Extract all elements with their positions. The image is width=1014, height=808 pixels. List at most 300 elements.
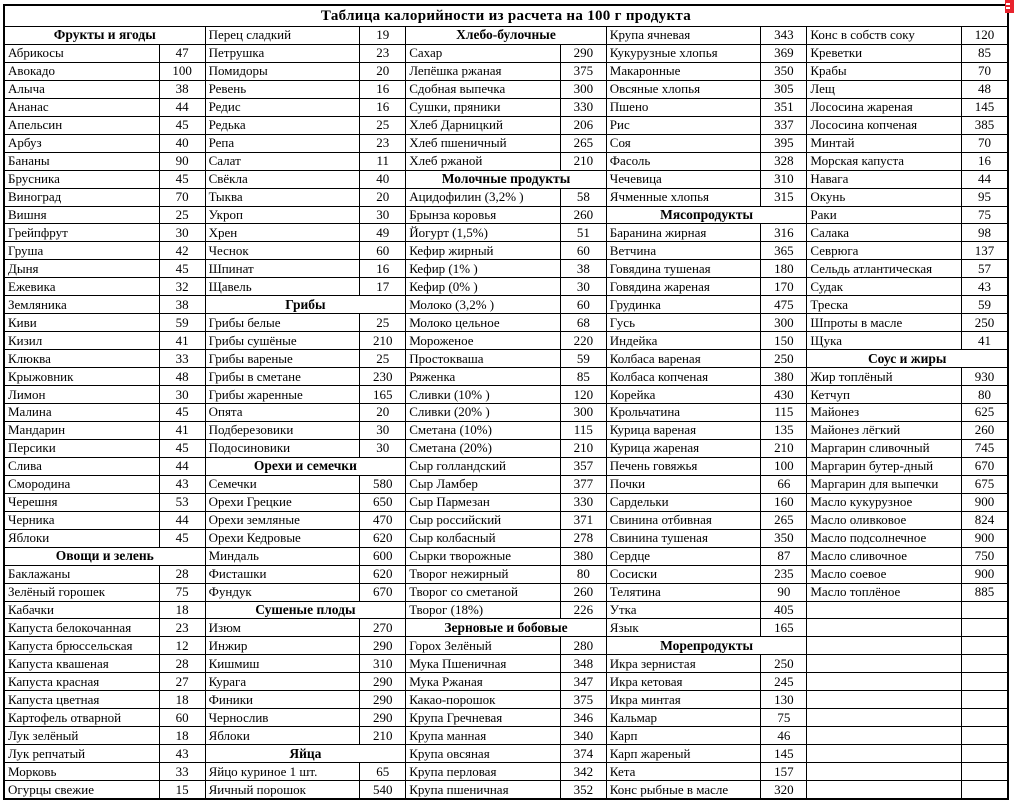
food-name: Молоко цельное bbox=[406, 314, 561, 331]
food-name: Крыжовник bbox=[5, 368, 160, 385]
food-row bbox=[5, 637, 205, 655]
food-name: Персики bbox=[5, 440, 160, 457]
food-row bbox=[5, 135, 205, 153]
food-name: Творог нежирный bbox=[406, 566, 561, 583]
food-kcal: 320 bbox=[774, 781, 794, 797]
food-kcal: 347 bbox=[573, 673, 594, 689]
food-kcal: 70 bbox=[978, 135, 991, 151]
food-row bbox=[607, 27, 807, 45]
food-row bbox=[206, 566, 406, 584]
food-kcal: 145 bbox=[774, 745, 794, 761]
food-kcal: 66 bbox=[777, 476, 791, 492]
food-row bbox=[807, 135, 1007, 153]
food-name: Творог (18%) bbox=[406, 602, 561, 619]
food-name: Баранина жирная bbox=[607, 224, 762, 241]
food-name: Майонез bbox=[807, 404, 962, 421]
food-name: Инжир bbox=[206, 637, 361, 654]
food-row bbox=[206, 619, 406, 637]
food-kcal: 380 bbox=[774, 368, 794, 384]
food-kcal: 60 bbox=[175, 709, 189, 725]
food-name: Мука Пшеничная bbox=[406, 655, 561, 672]
food-name bbox=[807, 619, 962, 636]
food-row bbox=[807, 153, 1007, 171]
food-row bbox=[5, 655, 205, 673]
food-name: Морковь bbox=[5, 763, 160, 780]
food-row bbox=[807, 386, 1007, 404]
empty-row bbox=[807, 691, 1007, 709]
food-name: Простокваша bbox=[406, 350, 561, 367]
food-kcal: 38 bbox=[175, 81, 189, 97]
food-name: Кабачки bbox=[5, 602, 160, 619]
food-name bbox=[807, 655, 962, 672]
food-name: Сосиски bbox=[607, 566, 762, 583]
food-row bbox=[5, 242, 205, 260]
section-label: Орехи и семечки bbox=[253, 458, 357, 474]
food-name: Брынза коровья bbox=[406, 207, 561, 224]
food-kcal: 145 bbox=[974, 99, 995, 115]
food-kcal: 41 bbox=[175, 422, 189, 438]
food-kcal: 260 bbox=[573, 207, 594, 222]
food-name: Лососина копченая bbox=[807, 117, 962, 134]
food-kcal: 745 bbox=[974, 440, 995, 456]
food-kcal: 157 bbox=[774, 763, 794, 779]
food-row bbox=[406, 350, 606, 368]
food-name: Кальмар bbox=[607, 709, 762, 726]
column-group-5 bbox=[807, 27, 1007, 798]
food-row bbox=[206, 727, 406, 745]
food-kcal: 260 bbox=[573, 584, 594, 600]
food-name: Масло оливковое bbox=[807, 512, 962, 529]
food-row bbox=[206, 207, 406, 225]
food-kcal: 300 bbox=[573, 81, 594, 97]
food-row bbox=[206, 440, 406, 458]
food-kcal: 900 bbox=[974, 566, 995, 582]
food-name: Кефир жирный bbox=[406, 242, 561, 259]
food-kcal: 675 bbox=[974, 476, 995, 492]
food-row bbox=[5, 476, 205, 494]
food-kcal: 45 bbox=[175, 404, 189, 420]
empty-row bbox=[807, 602, 1007, 620]
food-row bbox=[807, 332, 1007, 350]
food-name: Лососина жареная bbox=[807, 99, 962, 116]
food-name: Грибы белые bbox=[206, 314, 361, 331]
food-kcal: 300 bbox=[573, 404, 594, 420]
food-name: Капуста брюссельская bbox=[5, 637, 160, 654]
food-kcal bbox=[962, 781, 1007, 798]
empty-row bbox=[807, 637, 1007, 655]
food-row bbox=[5, 99, 205, 117]
food-kcal bbox=[962, 691, 1007, 708]
food-name: Колбаса вареная bbox=[607, 350, 762, 367]
food-kcal: 25 bbox=[376, 350, 390, 366]
food-kcal: 885 bbox=[974, 584, 995, 600]
food-name: Лук зелёный bbox=[5, 727, 160, 744]
section-header bbox=[206, 458, 406, 476]
food-row bbox=[607, 566, 807, 584]
food-row bbox=[206, 314, 406, 332]
food-name: Ряженка bbox=[406, 368, 561, 385]
food-kcal: 210 bbox=[372, 332, 393, 348]
food-kcal: 20 bbox=[376, 63, 390, 79]
food-name: Курица жареная bbox=[607, 440, 762, 457]
food-kcal: 85 bbox=[576, 368, 590, 384]
food-name: Миндаль bbox=[206, 548, 361, 565]
food-name: Масло кукурузное bbox=[807, 494, 962, 511]
food-name: Курица вареная bbox=[607, 422, 762, 439]
food-row bbox=[406, 207, 606, 225]
food-name: Сыр Пармезан bbox=[406, 494, 561, 511]
food-kcal: 33 bbox=[175, 763, 189, 779]
food-kcal: 250 bbox=[974, 314, 995, 330]
food-name: Чернослив bbox=[206, 709, 361, 726]
food-kcal: 115 bbox=[573, 422, 593, 438]
food-kcal: 85 bbox=[978, 45, 991, 61]
food-row bbox=[607, 99, 807, 117]
food-row bbox=[206, 655, 406, 673]
food-name: Какао-порошок bbox=[406, 691, 561, 708]
food-row bbox=[607, 368, 807, 386]
section-header bbox=[406, 171, 606, 189]
food-name: Подосиновики bbox=[206, 440, 361, 457]
food-name: Земляника bbox=[5, 296, 160, 313]
food-row bbox=[206, 368, 406, 386]
food-row bbox=[607, 242, 807, 260]
food-kcal: 44 bbox=[175, 99, 189, 115]
food-name: Капуста квашеная bbox=[5, 655, 160, 672]
food-row bbox=[406, 45, 606, 63]
food-name: Орехи Кедровые bbox=[206, 530, 361, 547]
food-row bbox=[406, 63, 606, 81]
food-kcal: 28 bbox=[175, 566, 189, 582]
section-label: Зерновые и бобовые bbox=[444, 619, 568, 635]
food-kcal: 60 bbox=[576, 296, 590, 312]
food-name: Бананы bbox=[5, 153, 160, 170]
food-row bbox=[607, 619, 807, 637]
food-row bbox=[807, 117, 1007, 135]
food-name: Черника bbox=[5, 512, 160, 529]
food-name: Финики bbox=[206, 691, 361, 708]
food-kcal: 620 bbox=[372, 530, 393, 546]
food-name: Яичный порошок bbox=[206, 781, 361, 798]
empty-row bbox=[807, 745, 1007, 763]
food-kcal: 280 bbox=[573, 637, 594, 653]
food-name: Маргарин сливочный bbox=[807, 440, 962, 457]
food-row bbox=[807, 207, 1007, 225]
food-kcal: 44 bbox=[175, 512, 189, 528]
food-name: Помидоры bbox=[206, 63, 361, 80]
food-kcal: 30 bbox=[376, 440, 390, 456]
food-name bbox=[807, 709, 962, 726]
food-row bbox=[406, 637, 606, 655]
food-name: Баклажаны bbox=[5, 566, 160, 583]
food-row bbox=[607, 45, 807, 63]
food-row bbox=[206, 512, 406, 530]
food-kcal: 290 bbox=[372, 673, 393, 689]
food-name: Горох Зелёный bbox=[406, 637, 561, 654]
food-name: Хлеб пшеничный bbox=[406, 135, 561, 152]
food-name: Грибы сушёные bbox=[206, 332, 361, 349]
food-kcal: 75 bbox=[777, 709, 791, 725]
food-kcal: 100 bbox=[774, 458, 794, 474]
food-kcal: 670 bbox=[372, 584, 393, 600]
food-row bbox=[607, 512, 807, 530]
food-kcal: 210 bbox=[573, 440, 594, 456]
food-kcal: 90 bbox=[175, 153, 189, 169]
food-kcal: 135 bbox=[774, 422, 794, 438]
food-name: Язык bbox=[607, 619, 762, 636]
food-name: Овсяные хлопья bbox=[607, 81, 762, 98]
food-name: Слива bbox=[5, 458, 160, 475]
food-row bbox=[5, 422, 205, 440]
food-name: Сливки (10% ) bbox=[406, 386, 561, 403]
food-row bbox=[406, 386, 606, 404]
food-row bbox=[607, 296, 807, 314]
food-name: Масло сливочное bbox=[807, 548, 962, 565]
food-row bbox=[607, 584, 807, 602]
food-name: Редька bbox=[206, 117, 361, 134]
food-kcal: 371 bbox=[573, 512, 594, 528]
food-kcal: 25 bbox=[175, 207, 189, 222]
food-row bbox=[607, 224, 807, 242]
food-kcal: 377 bbox=[573, 476, 594, 492]
section-header bbox=[206, 296, 406, 314]
food-name: Грибы в сметане bbox=[206, 368, 361, 385]
food-name: Икра кетовая bbox=[607, 673, 762, 690]
section-label: Грибы bbox=[285, 296, 326, 312]
food-name: Алыча bbox=[5, 81, 160, 98]
food-name: Мандарин bbox=[5, 422, 160, 439]
empty-row bbox=[807, 673, 1007, 691]
food-row bbox=[807, 530, 1007, 548]
food-kcal: 374 bbox=[573, 745, 594, 761]
food-row bbox=[206, 171, 406, 189]
food-kcal: 385 bbox=[974, 117, 995, 133]
food-name: Капуста цветная bbox=[5, 691, 160, 708]
food-kcal: 80 bbox=[978, 386, 991, 402]
food-kcal: 46 bbox=[777, 727, 791, 743]
food-row bbox=[406, 224, 606, 242]
food-kcal: 48 bbox=[175, 368, 189, 384]
food-kcal: 350 bbox=[774, 530, 794, 546]
food-name: Сыр Ламбер bbox=[406, 476, 561, 493]
section-header bbox=[607, 207, 807, 225]
food-name: Корейка bbox=[607, 386, 762, 403]
food-row bbox=[607, 727, 807, 745]
food-name bbox=[807, 763, 962, 780]
food-kcal: 260 bbox=[974, 422, 995, 438]
food-name: Фисташки bbox=[206, 566, 361, 583]
food-kcal: 165 bbox=[372, 386, 393, 402]
food-name: Хлеб ржаной bbox=[406, 153, 561, 170]
food-kcal: 278 bbox=[573, 530, 594, 546]
food-name: Крупа перловая bbox=[406, 763, 561, 780]
food-row bbox=[5, 386, 205, 404]
food-name: Свёкла bbox=[206, 171, 361, 188]
food-name: Изюм bbox=[206, 619, 361, 636]
food-kcal: 824 bbox=[974, 512, 995, 528]
food-row bbox=[807, 584, 1007, 602]
table-body bbox=[5, 27, 1007, 798]
food-name: Крупа Гречневая bbox=[406, 709, 561, 726]
food-row bbox=[5, 171, 205, 189]
food-name: Судак bbox=[807, 278, 962, 295]
food-name bbox=[807, 673, 962, 690]
food-row bbox=[406, 530, 606, 548]
food-kcal: 350 bbox=[774, 63, 794, 79]
food-kcal: 930 bbox=[974, 368, 995, 384]
food-row bbox=[406, 763, 606, 781]
food-name: Йогурт (1,5%) bbox=[406, 224, 561, 241]
food-kcal: 206 bbox=[573, 117, 594, 133]
food-kcal: 650 bbox=[372, 494, 393, 510]
food-kcal: 38 bbox=[576, 260, 590, 276]
food-kcal: 59 bbox=[576, 350, 590, 366]
food-name: Свинина тушеная bbox=[607, 530, 762, 547]
section-label: Овощи и зелень bbox=[55, 548, 154, 564]
food-name: Почки bbox=[607, 476, 762, 493]
food-name: Хрен bbox=[206, 224, 361, 241]
food-row bbox=[206, 530, 406, 548]
food-name: Крупа пшеничная bbox=[406, 781, 561, 798]
food-row bbox=[807, 63, 1007, 81]
food-name: Телятина bbox=[607, 584, 762, 601]
food-name: Молоко (3,2% ) bbox=[406, 296, 561, 313]
food-name: Минтай bbox=[807, 135, 962, 152]
food-name: Морская капуста bbox=[807, 153, 962, 170]
food-kcal: 18 bbox=[175, 691, 189, 707]
food-row bbox=[5, 153, 205, 171]
food-kcal: 346 bbox=[573, 709, 594, 725]
food-kcal: 17 bbox=[376, 278, 390, 294]
food-kcal: 357 bbox=[573, 458, 594, 474]
food-row bbox=[607, 530, 807, 548]
food-name: Сердце bbox=[607, 548, 762, 565]
food-row bbox=[406, 655, 606, 673]
food-name: Брусника bbox=[5, 171, 160, 188]
food-kcal: 180 bbox=[774, 260, 794, 276]
food-kcal: 41 bbox=[978, 332, 991, 348]
food-row bbox=[5, 745, 205, 763]
food-name: Сахар bbox=[406, 45, 561, 62]
food-name: Клюква bbox=[5, 350, 160, 367]
food-name: Кукурузные хлопья bbox=[607, 45, 762, 62]
food-row bbox=[807, 260, 1007, 278]
food-row bbox=[406, 691, 606, 709]
food-name: Вишня bbox=[5, 207, 160, 224]
food-row bbox=[206, 673, 406, 691]
food-kcal: 59 bbox=[978, 296, 991, 312]
food-kcal: 58 bbox=[576, 189, 590, 205]
food-row bbox=[206, 476, 406, 494]
food-name: Творог со сметаной bbox=[406, 584, 561, 601]
food-kcal: 33 bbox=[175, 350, 189, 366]
food-kcal bbox=[962, 637, 1007, 654]
food-row bbox=[607, 691, 807, 709]
section-label: Сушеные плоды bbox=[255, 601, 356, 617]
food-name: Кизил bbox=[5, 332, 160, 349]
section-header bbox=[607, 637, 807, 655]
food-name: Редис bbox=[206, 99, 361, 116]
food-row bbox=[607, 81, 807, 99]
column-group-2 bbox=[206, 27, 407, 798]
food-row bbox=[206, 709, 406, 727]
food-kcal: 330 bbox=[573, 99, 594, 115]
food-row bbox=[5, 224, 205, 242]
food-name: Индейка bbox=[607, 332, 762, 349]
food-kcal: 45 bbox=[175, 440, 189, 456]
food-name: Гусь bbox=[607, 314, 762, 331]
food-kcal: 95 bbox=[978, 189, 991, 205]
food-kcal bbox=[962, 602, 1007, 619]
food-name: Капуста красная bbox=[5, 673, 160, 690]
food-row bbox=[206, 117, 406, 135]
food-row bbox=[206, 242, 406, 260]
food-row bbox=[607, 781, 807, 798]
food-kcal: 265 bbox=[573, 135, 594, 151]
food-row bbox=[5, 727, 205, 745]
food-kcal: 27 bbox=[175, 673, 189, 689]
food-row bbox=[5, 566, 205, 584]
food-name: Шпроты в масле bbox=[807, 314, 962, 331]
food-row bbox=[5, 260, 205, 278]
column-group-1 bbox=[5, 27, 206, 798]
food-row bbox=[406, 512, 606, 530]
food-name: Кета bbox=[607, 763, 762, 780]
food-name: Огурцы свежие bbox=[5, 781, 160, 798]
food-row bbox=[5, 530, 205, 548]
food-row bbox=[206, 63, 406, 81]
food-name: Утка bbox=[607, 602, 762, 619]
food-kcal: 900 bbox=[974, 530, 995, 546]
food-row bbox=[807, 440, 1007, 458]
food-name: Треска bbox=[807, 296, 962, 313]
food-name: Абрикосы bbox=[5, 45, 160, 62]
food-row bbox=[406, 727, 606, 745]
food-kcal: 15 bbox=[175, 781, 189, 797]
food-row bbox=[406, 99, 606, 117]
food-kcal: 625 bbox=[974, 404, 995, 420]
food-kcal: 87 bbox=[777, 548, 791, 564]
food-name: Семечки bbox=[206, 476, 361, 493]
food-kcal: 30 bbox=[175, 386, 189, 402]
food-name: Крольчатина bbox=[607, 404, 762, 421]
food-kcal: 51 bbox=[576, 224, 590, 240]
food-kcal: 750 bbox=[974, 548, 995, 564]
food-row bbox=[607, 745, 807, 763]
food-row bbox=[406, 153, 606, 171]
food-name: Карп жареный bbox=[607, 745, 762, 762]
food-kcal: 120 bbox=[573, 386, 594, 402]
food-kcal: 540 bbox=[372, 781, 393, 797]
food-row bbox=[607, 314, 807, 332]
food-row bbox=[607, 171, 807, 189]
food-row bbox=[206, 548, 406, 566]
food-name: Маргарин для выпечки bbox=[807, 476, 962, 493]
food-name bbox=[807, 745, 962, 762]
food-kcal: 316 bbox=[774, 224, 794, 240]
food-row bbox=[406, 368, 606, 386]
food-row bbox=[807, 278, 1007, 296]
food-row bbox=[5, 368, 205, 386]
food-kcal: 290 bbox=[372, 637, 393, 653]
food-row bbox=[5, 332, 205, 350]
food-name: Шпинат bbox=[206, 260, 361, 277]
food-kcal: 60 bbox=[376, 242, 390, 258]
food-row bbox=[5, 673, 205, 691]
food-kcal: 53 bbox=[175, 494, 189, 510]
food-row bbox=[807, 422, 1007, 440]
food-row bbox=[406, 709, 606, 727]
